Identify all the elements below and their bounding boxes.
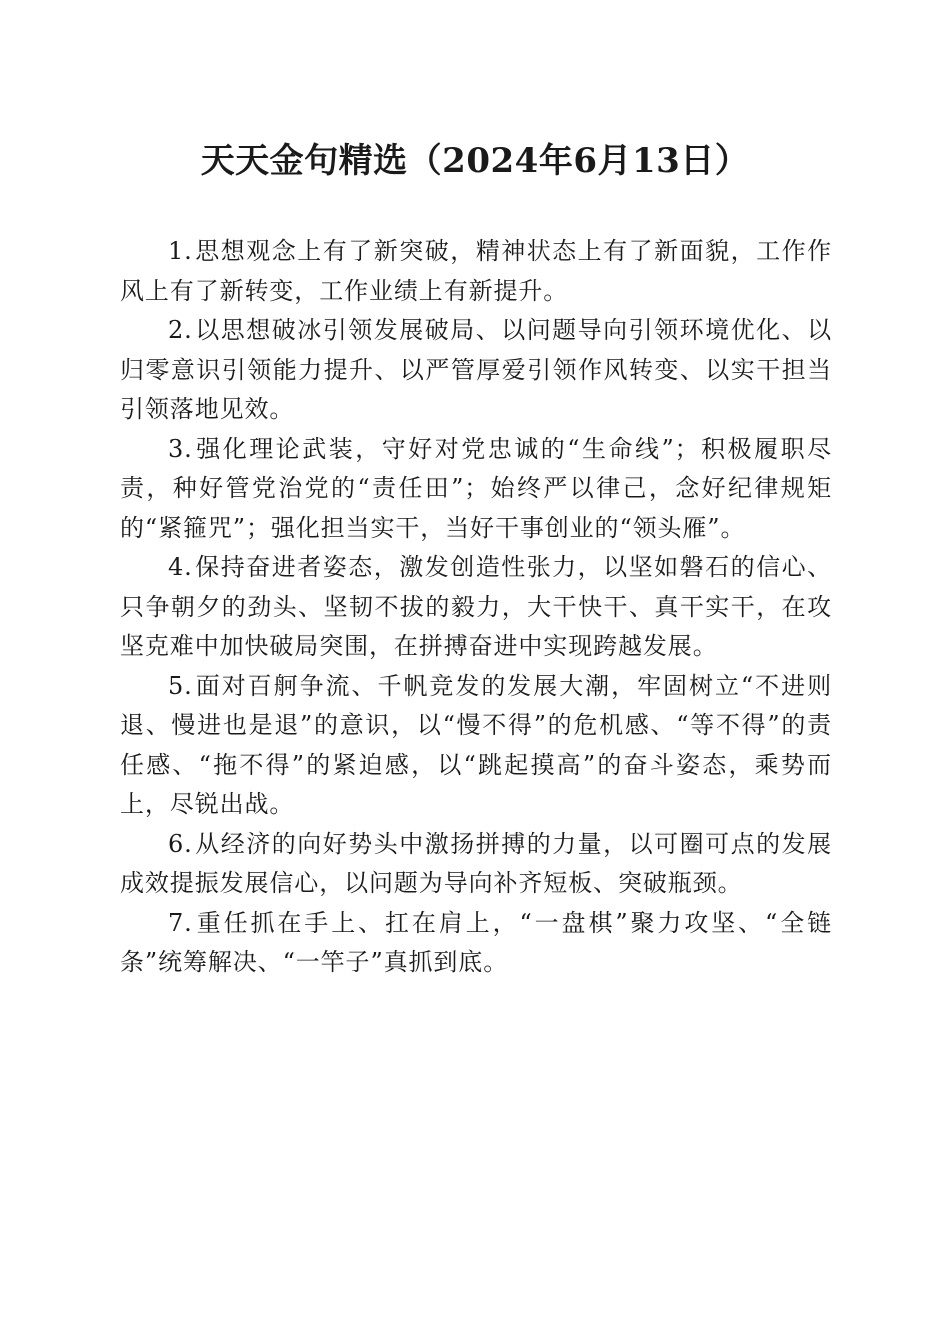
quote-text: 重任抓在手上、扛在肩上，“一盘棋”聚力攻坚、“全链条”统筹解决、“一竿子”真抓到底。 [120, 908, 832, 976]
quote-text: 保持奋进者姿态，激发创造性张力，以坚如磐石的信心、只争朝夕的劲头、坚韧不拔的毅力，大干快干、真干实干，在攻坚克难中加快破局突围，在拼搏奋进中实现跨越发展。 [120, 553, 832, 660]
quote-number: 7. [168, 908, 193, 937]
quote-text: 思想观念上有了新突破，精神状态上有了新面貌，工作作风上有了新转变，工作业绩上有新提升。 [120, 237, 832, 305]
quote-text: 面对百舸争流、千帆竞发的发展大潮，牢固树立“不进则退、慢进也是退”的意识，以“慢不得”的危机感、“等不得”的责任感、“拖不得”的紧迫感，以“跳起摸高”的奋斗姿态，乘势而上，尽锐出战。 [120, 671, 832, 818]
quote-number: 2. [168, 316, 193, 344]
quote-number: 5. [168, 671, 193, 700]
quote-paragraph-7 [120, 904, 832, 983]
quote-paragraph-1 [120, 232, 832, 311]
quote-number: 4. [168, 553, 193, 581]
quote-paragraph-4 [120, 548, 832, 667]
quote-paragraph-3 [120, 430, 832, 549]
quote-paragraph-5 [120, 667, 832, 825]
quote-number: 3. [168, 434, 193, 463]
quote-text: 以思想破冰引领发展破局、以问题导向引领环境优化、以归零意识引领能力提升、以严管厚爱引领作风转变、以实干担当引领落地见效。 [120, 316, 832, 423]
quote-number: 6. [168, 829, 193, 858]
quote-number: 1. [168, 237, 193, 265]
quote-paragraph-2 [120, 311, 832, 430]
quote-list [120, 232, 832, 983]
quote-paragraph-6 [120, 825, 832, 904]
document-title: 天天金句精选（2024年6月13日） [200, 141, 750, 181]
quote-text: 强化理论武装，守好对党忠诚的“生命线”；积极履职尽责，种好管党治党的“责任田”；始终严以律己，念好纪律规矩的“紧箍咒”；强化担当实干，当好干事创业的“领头雁”。 [120, 434, 832, 542]
quote-text: 从经济的向好势头中激扬拼搏的力量，以可圈可点的发展成效提振发展信心，以问题为导向补齐短板、突破瓶颈。 [120, 829, 832, 897]
